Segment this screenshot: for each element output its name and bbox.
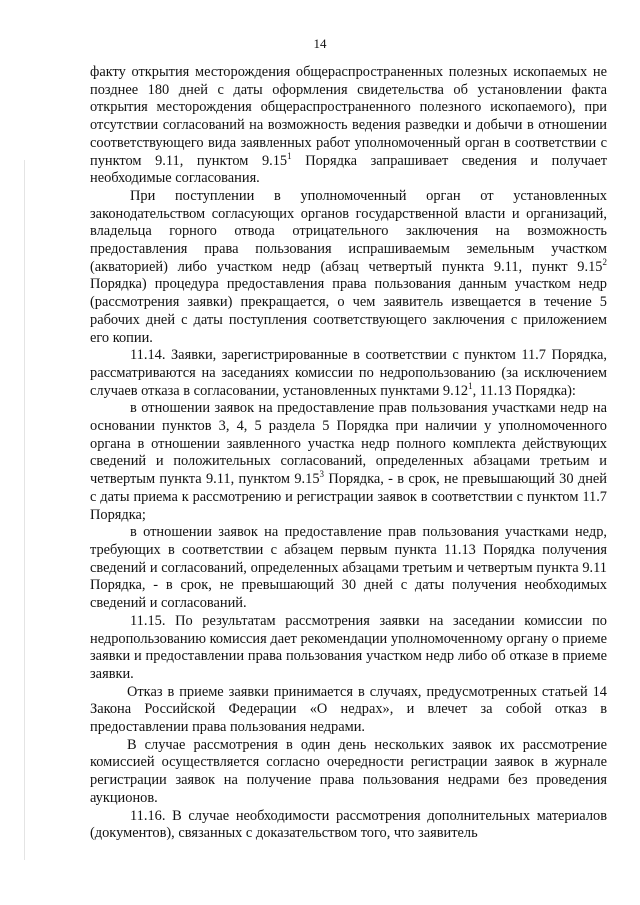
document-body: [90, 64, 607, 843]
paragraph: [90, 347, 607, 400]
paragraph: [90, 188, 607, 347]
paragraph-text: Порядка) процедура предоставления права пользования данным участком недр (рассмотрения заявки) прекращается, о чем заявитель извещается в течение 5 рабочих дней с даты поступления соответствующего заключения с приложением его копии.: [90, 276, 607, 346]
paragraph-text: , 11.13 Порядка):: [472, 382, 576, 399]
paragraph-text: Порядка, - в срок, не превышающий 30 дней с даты приема к рассмотрению и регистрации заявок в соответствии с пунктом 11.7 Порядка;: [90, 471, 607, 523]
paragraph-text: в отношении заявок на предоставление прав пользования участками недр на основании пунктов 3, 4, 5 раздела 5 Порядка при наличии у уполномоченного органа в отношении заявленного участка недр полного комплекта действующих сведений и положительных согласований, определенных абзацами третьим и четвертым пункта 9.11, пунктом 9.15: [90, 400, 607, 488]
footnote-superscript: 3: [319, 469, 325, 480]
footnote-superscript: 1: [468, 380, 473, 391]
paragraph: [90, 684, 607, 737]
footnote-superscript: 2: [602, 256, 607, 267]
paragraph: [90, 808, 607, 843]
paragraph: [90, 737, 607, 808]
paragraph-text: Отказ в приеме заявки принимается в случаях, предусмотренных статьей 14 Закона Российской Федерации «О недрах», и влечет за собой отказ в предоставлении права пользования недрами.: [90, 683, 607, 736]
paragraph: [90, 613, 607, 684]
paragraph-text: При поступлении в уполномоченный орган от установленных законодательством согласующих органов государственной власти и организаций, владельца горного отвода отрицательного заключения на возможность предоставления права пользования испрашиваемым земельным участком (акваторией) либо участком недр (абзац четвертый пункта 9.11, пункт 9.15: [90, 187, 607, 275]
paragraph: [90, 400, 607, 524]
paragraph-text: факту открытия месторождения общераспространенных полезных ископаемых не позднее 180 дней с даты оформления свидетельства об установлении факта открытия месторождения общераспространенного полезного ископаемого), при отсутствии согласований на возможность ведения разведки и добычи в отношении соответствующего вида заявленных работ уполномоченный орган в соответствии с пунктом 9.11, пунктом 9.15: [90, 64, 607, 169]
paragraph-text: В случае рассмотрения в один день нескольких заявок их рассмотрение комиссией осуществляется согласно очередности регистрации заявок в журнале регистрации заявок на получение права пользования недрами без проведения аукционов.: [90, 736, 607, 806]
scan-edge-line: [24, 160, 25, 860]
paragraph: [90, 524, 607, 613]
paragraph-text: в отношении заявок на предоставление прав пользования участками недр, требующих в соответствии с абзацем первым пункта 11.13 Порядка получения сведений и согласований, определенных абзацами третьим и четвертым пункта 9.11 Порядка, - в срок, не превышающий 30 дней с даты получения необходимых сведений и согласований.: [90, 524, 607, 612]
paragraph: [90, 64, 607, 188]
paragraph-text: 11.14. Заявки, зарегистрированные в соответствии с пунктом 11.7 Порядка, рассматриваются на заседаниях комиссии по недропользованию (за исключением случаев отказа в согласовании, установленных пунктами 9.12: [90, 347, 607, 399]
paragraph-text: 11.15. По результатам рассмотрения заявки на заседании комиссии по недропользованию комиссия дает рекомендации уполномоченному органу о приеме заявки и предоставлении права пользования участком недр либо об отказе в приеме заявки.: [90, 612, 607, 682]
paragraph-text: Порядка запрашивает сведения и получает необходимые согласования.: [90, 152, 607, 187]
paragraph-text: 11.16. В случае необходимости рассмотрения дополнительных материалов (документов), связанных с доказательством того, что заявитель: [90, 807, 607, 842]
footnote-superscript: 1: [287, 150, 292, 161]
page-number: 14: [313, 36, 327, 51]
